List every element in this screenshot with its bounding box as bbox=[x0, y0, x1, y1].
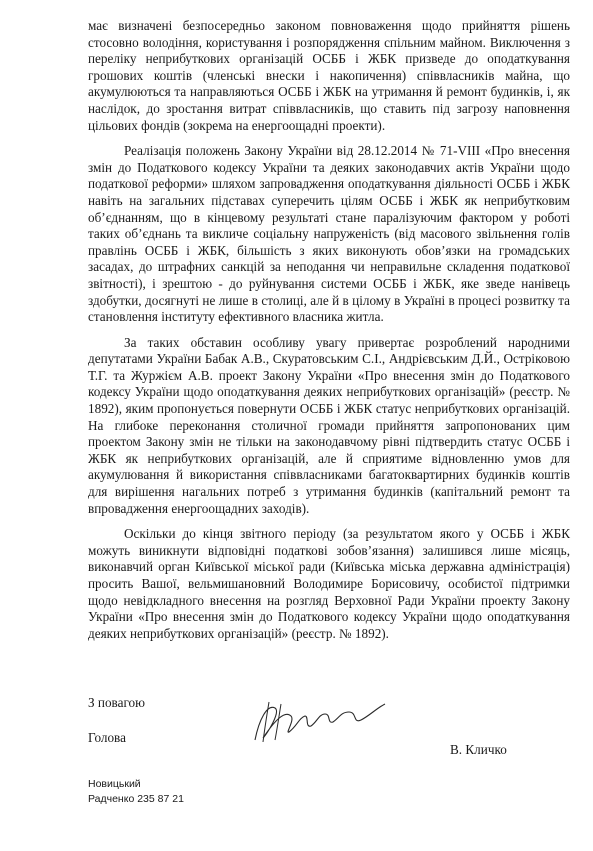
paragraph-continuation: має визначені безпосередньо законом повноваження щодо прийняття рішень стосовно володіння, користування і розпорядження спільним майном. Виключення з переліку неприбуткових організацій ОСББ і ЖБК призведе до оподаткування грошових коштів (членські внески і накопичення) співвласників майна, що акумулюються та направляються ОСББ і ЖБК на утримання й ремонт будинків, і, як наслідок, до зростання витрат співвласників, що ставить під загрозу наповнення цільових фондів (зокрема на енергоощадні проекти). bbox=[88, 18, 570, 133]
paragraph-bill-1892: За таких обставин особливу увагу привертає розроблений народними депутатами України Бабак А.В., Скуратовським С.І., Андрієвським Д.Й., Остріковою Т.Г. та Журжієм А.В. проект Закону України «Про внесення змін до Податкового кодексу України щодо оподаткування деяких неприбуткових організацій» (реєстр. № 1892), яким пропонується повернути ОСББ і ЖБК статус неприбуткових організацій. На глибоке переконання столичної громади прийняття запропонованих цим проектом Закону змін не тільки на законодавчому рівні підтвердить статус ОСББ і ЖБК як неприбуткових організацій, але й сприятиме відновленню умов для акумулювання й використання співвласниками багатоквартирних будинків коштів для вирішення нагальних потреб з утримання будинків (капітальний ремонт та впровадження енергоощадних заходів). bbox=[88, 334, 570, 516]
executor-name: Новицький bbox=[88, 778, 141, 790]
letter-body bbox=[88, 18, 570, 642]
paragraph-request: Оскільки до кінця звітного періоду (за результатом якого у ОСББ і ЖБК можуть виникнути відповідні податкові зобов’язання) залишився лише місяць, виконавчий орган Київської міської ради (Київська міська державна адміністрація) просить Вашої, вельмишановний Володимире Борисовичу, особистої підтримки щодо невідкладного внесення на розгляд Верховної Ради України проекту Закону України «Про внесення змін до Податкового кодексу України щодо оподаткування деяких неприбуткових організацій» (реєстр. № 1892). bbox=[88, 526, 570, 641]
paragraph-law-71: Реалізація положень Закону України від 28.12.2014 № 71-VIII «Про внесення змін до Податкового кодексу України та деяких законодавчих актів України щодо податкової реформи» шляхом запровадження оподаткування діяльності ОСББ і ЖБК навіть на загальних підставах суперечить цілям ОСББ і ЖБК як неприбутковим об’єднанням, що в кінцевому результаті стане паралізуючим фактором у роботі таких об’єднань та викличе соціальну напруженість (від масового звільнення голів правлінь ОСББ і ЖБК, більшість з яких виконують обов’язки на громадських засадах, до штрафних санкцій за неподання чи неправильне складення податкової звітності), і зрештою - до руйнування системи ОСББ і ЖБК, яке зведе нанівець здобутки, досягнуті не лише в столиці, але й в цілому в Україні в процесі розвитку та становлення інституту ефективного власника житла. bbox=[88, 143, 570, 325]
executor-phone: Радченко 235 87 21 bbox=[88, 793, 184, 805]
handwritten-signature bbox=[245, 690, 395, 750]
signatory-name: В. Кличко bbox=[450, 742, 507, 757]
closing-regards: З повагою bbox=[88, 695, 145, 710]
signatory-position: Голова bbox=[88, 730, 126, 745]
